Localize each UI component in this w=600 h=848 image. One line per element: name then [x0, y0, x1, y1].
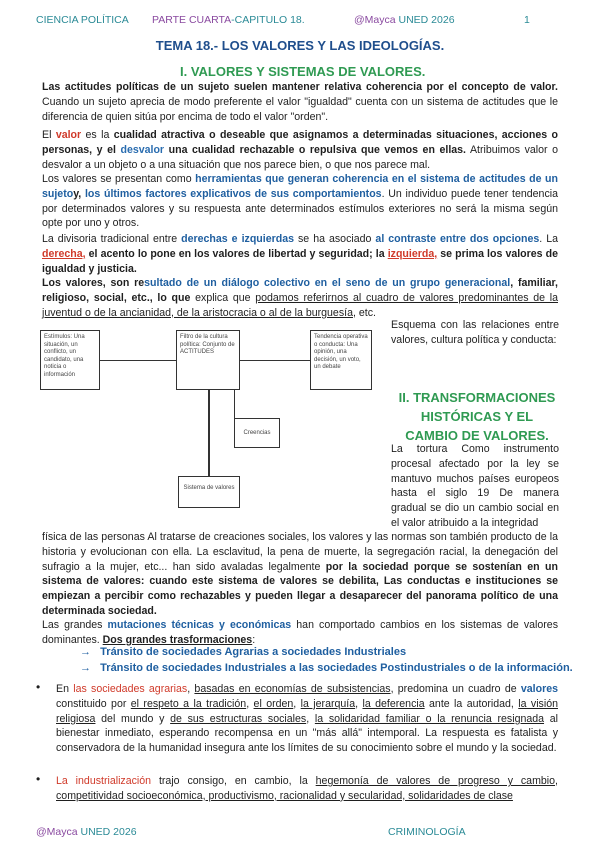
arrow-values-filter — [208, 390, 210, 476]
paragraph-7 — [42, 530, 558, 619]
arrow-item-1-text: Tránsito de sociedades Agrarias a sociedades Industriales — [100, 646, 407, 658]
section-heading-1: I. VALORES Y SISTEMAS DE VALORES. — [180, 64, 426, 79]
p10-d: , — [555, 775, 558, 787]
p4-c: se ha asociado — [293, 233, 376, 245]
diagram-caption: Esquema con las relaciones entre valores, cultura política y conducta: — [391, 319, 559, 346]
p8-c: han comportado cambios en los sistemas de valores dominantes. — [42, 619, 558, 646]
p9-b: las sociedades agrarias — [73, 683, 188, 695]
footer-author-handle: @Mayca — [36, 826, 78, 838]
p8-d: Dos grandes trasformaciones — [102, 633, 253, 646]
p9-e: , predomina un cuadro de — [390, 683, 521, 695]
paragraph-5 — [42, 276, 558, 320]
p9-k: , — [293, 697, 301, 710]
page-title: TEMA 18.- LOS VALORES Y LAS IDEOLOGÍAS. — [155, 38, 445, 53]
footer-author — [36, 826, 137, 838]
paragraph-1 — [42, 80, 558, 124]
header-chapter — [152, 14, 305, 26]
p7-a: física de las personas Al tratarse de creaciones sociales, los valores y las normas son también producto de la historia y evolucionan con ella. La esclavitud, la pena de muerte, la segregación racial, la denegación del sufragio a la mujer, etc... han sido avaladas legalmente — [42, 531, 558, 573]
p2-c: cualidad atractiva o deseable que asignamos a determinadas situaciones, acciones o personas, y el — [42, 129, 558, 156]
paragraph-3 — [42, 172, 558, 231]
p4-d: al contraste entre dos opciones — [375, 233, 540, 245]
p9-h: el respeto a la tradición — [130, 697, 247, 710]
p5-b: sultado de un diálogo colectivo en el seno de un grupo generacional — [144, 277, 511, 289]
p9-s: , — [306, 712, 315, 725]
p9-f: valores — [520, 683, 558, 695]
p3-a: Los valores se presentan como — [42, 173, 196, 185]
arrow-item-1: → Tránsito de sociedades Agrarias a sociedades Industriales — [80, 646, 407, 658]
p2-a: El — [42, 129, 56, 141]
p9-o: ante la autoridad, — [424, 697, 519, 710]
header-author-year: UNED 2026 — [395, 14, 455, 26]
p4-a: La divisoria tradicional entre — [42, 233, 182, 245]
page-number: 1 — [524, 14, 530, 26]
arrow-filter-behavior — [240, 360, 310, 361]
p10-b: trajo consigo, en cambio, la — [151, 775, 316, 787]
p9-p: la visión religiosa — [56, 697, 558, 725]
p9-n: la deferencia — [362, 697, 425, 710]
arrow-item-2-text: Tránsito de sociedades Industriales a las sociedades Postindustriales o de la información. — [100, 662, 573, 674]
paragraph-9 — [56, 682, 558, 756]
p3-e: . Un individuo puede tener tendencia por determinados valores y su respuesta ante determinados estímulos exteriores no será la misma según opte por uno y otros. — [42, 187, 558, 230]
p8-e: : — [252, 633, 256, 646]
bullet-icon: • — [36, 772, 41, 786]
p5-c: , familiar, religioso, social, etc., lo que — [42, 277, 558, 304]
p2-b: es la — [81, 129, 114, 141]
p4-g: el acento lo pone en los valores de libertad y seguridad; la — [85, 247, 388, 260]
p5-f: , etc. — [352, 306, 376, 319]
paragraph-10 — [56, 774, 558, 804]
header-chapter-number: -CAPITULO 18. — [231, 14, 305, 26]
p10-a: La industrialización — [56, 775, 152, 787]
p1-rest: Cuando un sujeto aprecia de modo preferente el valor "igualdad" cuenta con un sistema de actitudes que le diferencia de quien sitúa por encima de todo el valor "orden". — [42, 95, 558, 123]
p1-bold: Las actitudes políticas de un sujeto suelen mantener relativa coherencia por el concepto de valor. — [42, 81, 558, 93]
p9-c: , — [187, 683, 195, 695]
p9-g: constituido por — [56, 697, 131, 710]
paragraph-2 — [42, 128, 558, 172]
section-heading-2: II. TRANSFORMACIONES HISTÓRICAS Y EL CAMBIO DE VALORES. — [398, 390, 556, 443]
p9-q: del mundo y — [95, 712, 171, 725]
header-subject: CIENCIA POLÍTICA — [36, 14, 129, 26]
diagram-box-filter: Filtro de la cultura política: Conjunto de ACTITUDES — [176, 330, 240, 390]
p3-d: los últimos factores explicativos de sus comportamientos — [84, 187, 382, 200]
p5-e: podamos referirnos al cuadro de valores predominantes de la juventud o de la ancianidad, de la aristocracia o al de la burguesía — [42, 291, 558, 319]
p9-a: En — [56, 683, 74, 695]
header-author-handle: @Mayca — [354, 14, 396, 26]
p5-d: explica que — [190, 291, 256, 304]
p9-u: al bienestar inmediato, esperando recompensa en un "más allá" intemporal. La respuesta es fatalista y conservadora de la humanidad insegura ante los límites de su conocimiento sobre el mundo y la sociedad. — [56, 712, 558, 755]
paragraph-6: La tortura Como instrumento procesal afectado por la ley se mantuvo muchos países europeos hasta el siglo 19 De manera gradual se dio un cambio social en el valor atribuido a la integridad — [391, 443, 559, 529]
p10-c: hegemonía de valores de progreso y cambio — [315, 775, 556, 787]
p9-m: , — [355, 697, 363, 710]
diagram-box-behavior: Tendencia operativa o conducta: Una opinión, una decisión, un voto, un debate — [310, 330, 372, 390]
diagram-box-beliefs: Creencias — [234, 418, 280, 448]
p9-d: basadas en economías de subsistencias — [194, 683, 391, 695]
bullet-icon: • — [36, 680, 41, 694]
p9-i: , — [246, 697, 254, 710]
p3-c: y, — [73, 187, 85, 200]
p8-a: Las grandes — [42, 619, 108, 631]
p2-desvalor: desvalor — [120, 143, 165, 156]
p4-h: izquierda, — [387, 247, 438, 260]
p7-b: por la sociedad porque se sostenían en un sistema de valores: cuando este sistema de valores se debilita, Las conductas e instituciones se empiezan a percibir como rechazables y pueden llegar a desaparecer del panorama político de una determinada sociedad. — [42, 560, 558, 617]
p9-t: la solidaridad familiar o la renuncia resignada — [314, 712, 545, 725]
p4-e: . La — [539, 233, 558, 245]
p4-b: derechas e izquierdas — [181, 233, 294, 245]
diagram-box-stimuli: Estímulos: Una situación, un conflicto, un candidato, una noticia o información — [40, 330, 100, 390]
paragraph-4 — [42, 232, 558, 276]
paragraph-8 — [42, 618, 558, 648]
values-diagram — [40, 330, 384, 516]
p2-e: Atribuimos valor o desvalor a un objeto o a una situación que nos parece bien, o que nos parece mal. — [42, 143, 559, 171]
diagram-box-values: Sistema de valores — [178, 476, 240, 508]
header-author — [354, 14, 455, 26]
arrow-stimuli-filter — [100, 360, 176, 361]
footer-author-year: UNED 2026 — [77, 826, 137, 838]
p4-i: se prima los valores de igualdad y justicia. — [42, 247, 558, 275]
p5-a: Los valores, son re — [42, 277, 145, 289]
p2-d: una cualidad rechazable o repulsiva que vemos en ellas. — [164, 143, 466, 156]
p9-l: la jerarquía — [300, 697, 356, 710]
p3-b: herramientas que generan coherencia en el sistema de actitudes de un sujeto — [42, 173, 558, 200]
p9-j: el orden — [253, 697, 294, 710]
p8-b: mutaciones técnicas y económicas — [107, 619, 292, 631]
arrow-item-2: → Tránsito de sociedades Industriales a las sociedades Postindustriales o de la información. — [80, 662, 573, 674]
footer-subject: CRIMINOLOGÍA — [388, 826, 466, 838]
p9-r: de sus estructuras sociales — [170, 712, 307, 725]
header-chapter-part: PARTE CUARTA — [152, 14, 232, 26]
p4-f: derecha, — [42, 247, 86, 260]
p10-e: competitividad socioeconómica, productivismo, racionalidad y secularidad, solidaridades de clase — [56, 789, 513, 802]
p2-valor: valor — [55, 129, 82, 141]
